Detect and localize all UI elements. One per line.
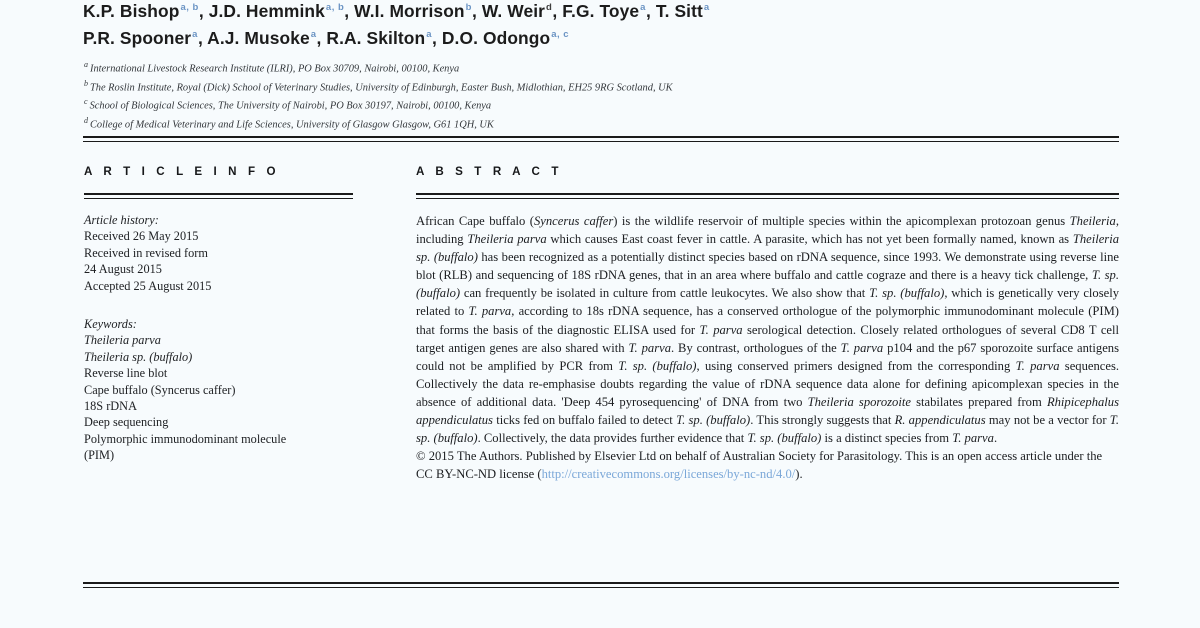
keyword-item: Deep sequencing xyxy=(84,415,169,430)
species-name: Rhipicephalus appendiculatus xyxy=(416,394,1119,428)
species-name: T. sp. (buffalo) xyxy=(869,286,945,301)
license-link[interactable]: http://creativecommons.org/licenses/by-nc-nd/4.0/ xyxy=(541,467,796,482)
affiliation-label: b xyxy=(84,78,88,88)
keyword-item: Theileria parva xyxy=(84,333,161,348)
keyword-item: Polymorphic immunodominant molecule xyxy=(84,431,287,446)
article-info-heading: A R T I C L E I N F O xyxy=(84,165,280,178)
article-history-item: Accepted 25 August 2015 xyxy=(84,278,212,293)
author-line-2: P.R. Spooner$^a$, A.J. Musoke$^a$, R.A. Skilton$^a$, D.O. Odongo$^{a, c}$ xyxy=(83,27,570,48)
species-name: Theileria sporozoite xyxy=(807,394,911,409)
abstract-body xyxy=(416,212,1119,483)
species-name: T. parva xyxy=(1015,358,1060,373)
affiliation-label: d xyxy=(84,116,88,126)
abstract-column xyxy=(416,165,1119,483)
footer-divider xyxy=(83,582,1119,588)
species-name: Theileria parva xyxy=(467,232,547,247)
copyright-notice xyxy=(416,447,1119,483)
author-affiliation-marker: b xyxy=(465,2,472,13)
copyright-text-end: ). xyxy=(795,467,803,482)
author-name: J.D. Hemmink xyxy=(208,0,325,21)
keyword-item: (PIM) xyxy=(84,448,115,463)
affiliation-text: International Livestock Research Institute (ILRI), PO Box 30709, Nairobi, 00100, Kenya xyxy=(90,63,460,75)
article-info-column xyxy=(84,165,354,464)
species-name: Syncerus caffer xyxy=(533,214,614,228)
affiliation-line xyxy=(84,58,1124,77)
affiliation-label: c xyxy=(84,97,88,107)
species-name: T. sp. (buffalo) xyxy=(747,431,822,446)
author-name: W.I. Morrison xyxy=(354,0,465,21)
author-affiliation-marker: a xyxy=(192,28,198,40)
species-name: T. parva xyxy=(840,340,884,355)
author-affiliation-marker: a, b xyxy=(180,2,199,13)
affiliation-text: School of Biological Sciences, The University of Nairobi, PO Box 30197, Nairobi, 00100, Kenya xyxy=(89,100,492,112)
copyright-text: © 2015 The Authors. Published by Elsevier Ltd on behalf of Australian Society for Parasitology. This is an open access article under the CC BY-NC-ND license ( xyxy=(416,449,1103,482)
author-list xyxy=(83,0,1119,50)
article-history-item: Received in revised form xyxy=(84,245,208,260)
affiliation-line xyxy=(84,114,1124,133)
affiliation-line xyxy=(84,95,1124,114)
keyword-item: 18S rDNA xyxy=(84,399,137,414)
author-affiliation-marker: a xyxy=(703,2,710,13)
author-name: K.P. Bishop xyxy=(83,0,180,21)
author-name: F.G. Toye xyxy=(562,0,640,21)
author-name: R.A. Skilton xyxy=(326,27,426,48)
species-name: T. sp. (buffalo) xyxy=(416,268,1119,301)
species-name: T. parva xyxy=(468,304,512,319)
affiliation-line xyxy=(84,77,1124,96)
species-name: T. parva xyxy=(952,431,994,446)
abstract-divider xyxy=(416,193,1119,199)
author-name: W. Weir xyxy=(481,0,546,21)
header-divider xyxy=(83,136,1119,142)
keyword-item: Reverse line blot xyxy=(84,366,168,381)
author-affiliation-marker: a xyxy=(310,28,317,40)
affiliation-text: The Roslin Institute, Royal (Dick) School of Veterinary Studies, University of Edinburgh, Easter Bush, Midlothian, EH25 9RG Scotland, UK xyxy=(90,82,673,94)
species-name: T. sp. (buffalo) xyxy=(618,358,697,373)
abstract-text: African Cape buffalo (Syncerus caffer) is the wildlife reservoir of multiple species within the apicomplexan protozoan genus Theileria, including Theileria parva which causes East coast fever in cattle. A parasite, which has not yet been formally named, known as Theileria sp. (buffalo) has been recognized as a potentially distinct species based on rDNA sequence, since 1993. We demonstrate using reverse line blot (RLB) and sequencing of 18S rDNA genes, that in an area where buffalo and cattle cograze and there is a heavy tick challenge, T. sp. (buffalo) can frequently be isolated in culture from cattle leukocytes. We also show that T. sp. (buffalo), which is genetically very closely related to T. parva, according to 18s rDNA sequence, has a conserved orthologue of the polymorphic immunodominant molecule (PIM) that forms the basis of the diagnostic ELISA used for T. parva serological detection. Closely related orthologues of several CD8 T cell target antigen genes are also shared with T. parva. By contrast, orthologues of the T. parva p104 and the p67 sporozoite surface antigens could not be amplified by PCR from T. sp. (buffalo), using conserved primers designed from the corresponding T. parva sequences. Collectively the data re-emphasise doubts regarding the value of rDNA sequence data alone for defining apicomplexan species in the absence of additional data. 'Deep 454 pyrosequencing' of DNA from two Theileria sporozoite stabilates prepared from Rhipicephalus appendiculatus ticks fed on buffalo failed to detect T. sp. (buffalo). This strongly suggests that R. appendiculatus may not be a vector for T. sp. (buffalo). Collectively, the data provides further evidence that T. sp. (buffalo) is a distinct species from T. parva. xyxy=(416,214,1120,446)
abstract-heading: A B S T R A C T xyxy=(416,165,563,178)
species-name: T. sp. (buffalo) xyxy=(676,413,751,428)
species-name: T. parva xyxy=(699,322,743,337)
author-affiliation-marker: a xyxy=(640,2,646,13)
article-history-item: 24 August 2015 xyxy=(84,262,162,277)
affiliation-label: a xyxy=(84,60,88,69)
author-affiliation-marker: a xyxy=(426,28,433,40)
affiliation-text: College of Medical Veterinary and Life Sciences, University of Glasgow Glasgow, G61 1QH, UK xyxy=(90,119,494,131)
author-affiliation-marker: a, b xyxy=(325,2,345,13)
article-history-item: Received 26 May 2015 xyxy=(84,229,199,244)
author-name: D.O. Odongo xyxy=(441,27,551,48)
species-name: Theileria sp. (buffalo) xyxy=(416,232,1119,265)
species-name: T. sp. (buffalo) xyxy=(416,413,1119,446)
keywords-label: Keywords: xyxy=(84,317,137,332)
author-line-1: K.P. Bishop$^{a, b}$, J.D. Hemmink$^{a, b}$, W.I. Morrison$^b$, W. Weir$^d$, F.G. Toye$^a$, T. Sitt$^a$ xyxy=(83,0,710,21)
keyword-item: Cape buffalo (Syncerus caffer) xyxy=(84,382,236,397)
article-history-label: Article history: xyxy=(84,213,159,227)
author-name: T. Sitt xyxy=(655,0,703,21)
article-history-block xyxy=(84,212,354,294)
species-name: Theileria xyxy=(1069,214,1116,228)
affiliation-list xyxy=(84,58,1124,133)
author-affiliation-marker: a, c xyxy=(551,28,570,40)
author-name: A.J. Musoke xyxy=(207,27,310,48)
keyword-item: Theileria sp. (buffalo) xyxy=(84,349,193,364)
species-name: R. appendiculatus xyxy=(894,413,986,428)
author-name: P.R. Spooner xyxy=(83,27,192,48)
keywords-block xyxy=(84,316,354,464)
species-name: T. parva xyxy=(628,340,671,355)
article-info-divider xyxy=(84,193,353,199)
author-affiliation-marker: d xyxy=(546,2,553,13)
